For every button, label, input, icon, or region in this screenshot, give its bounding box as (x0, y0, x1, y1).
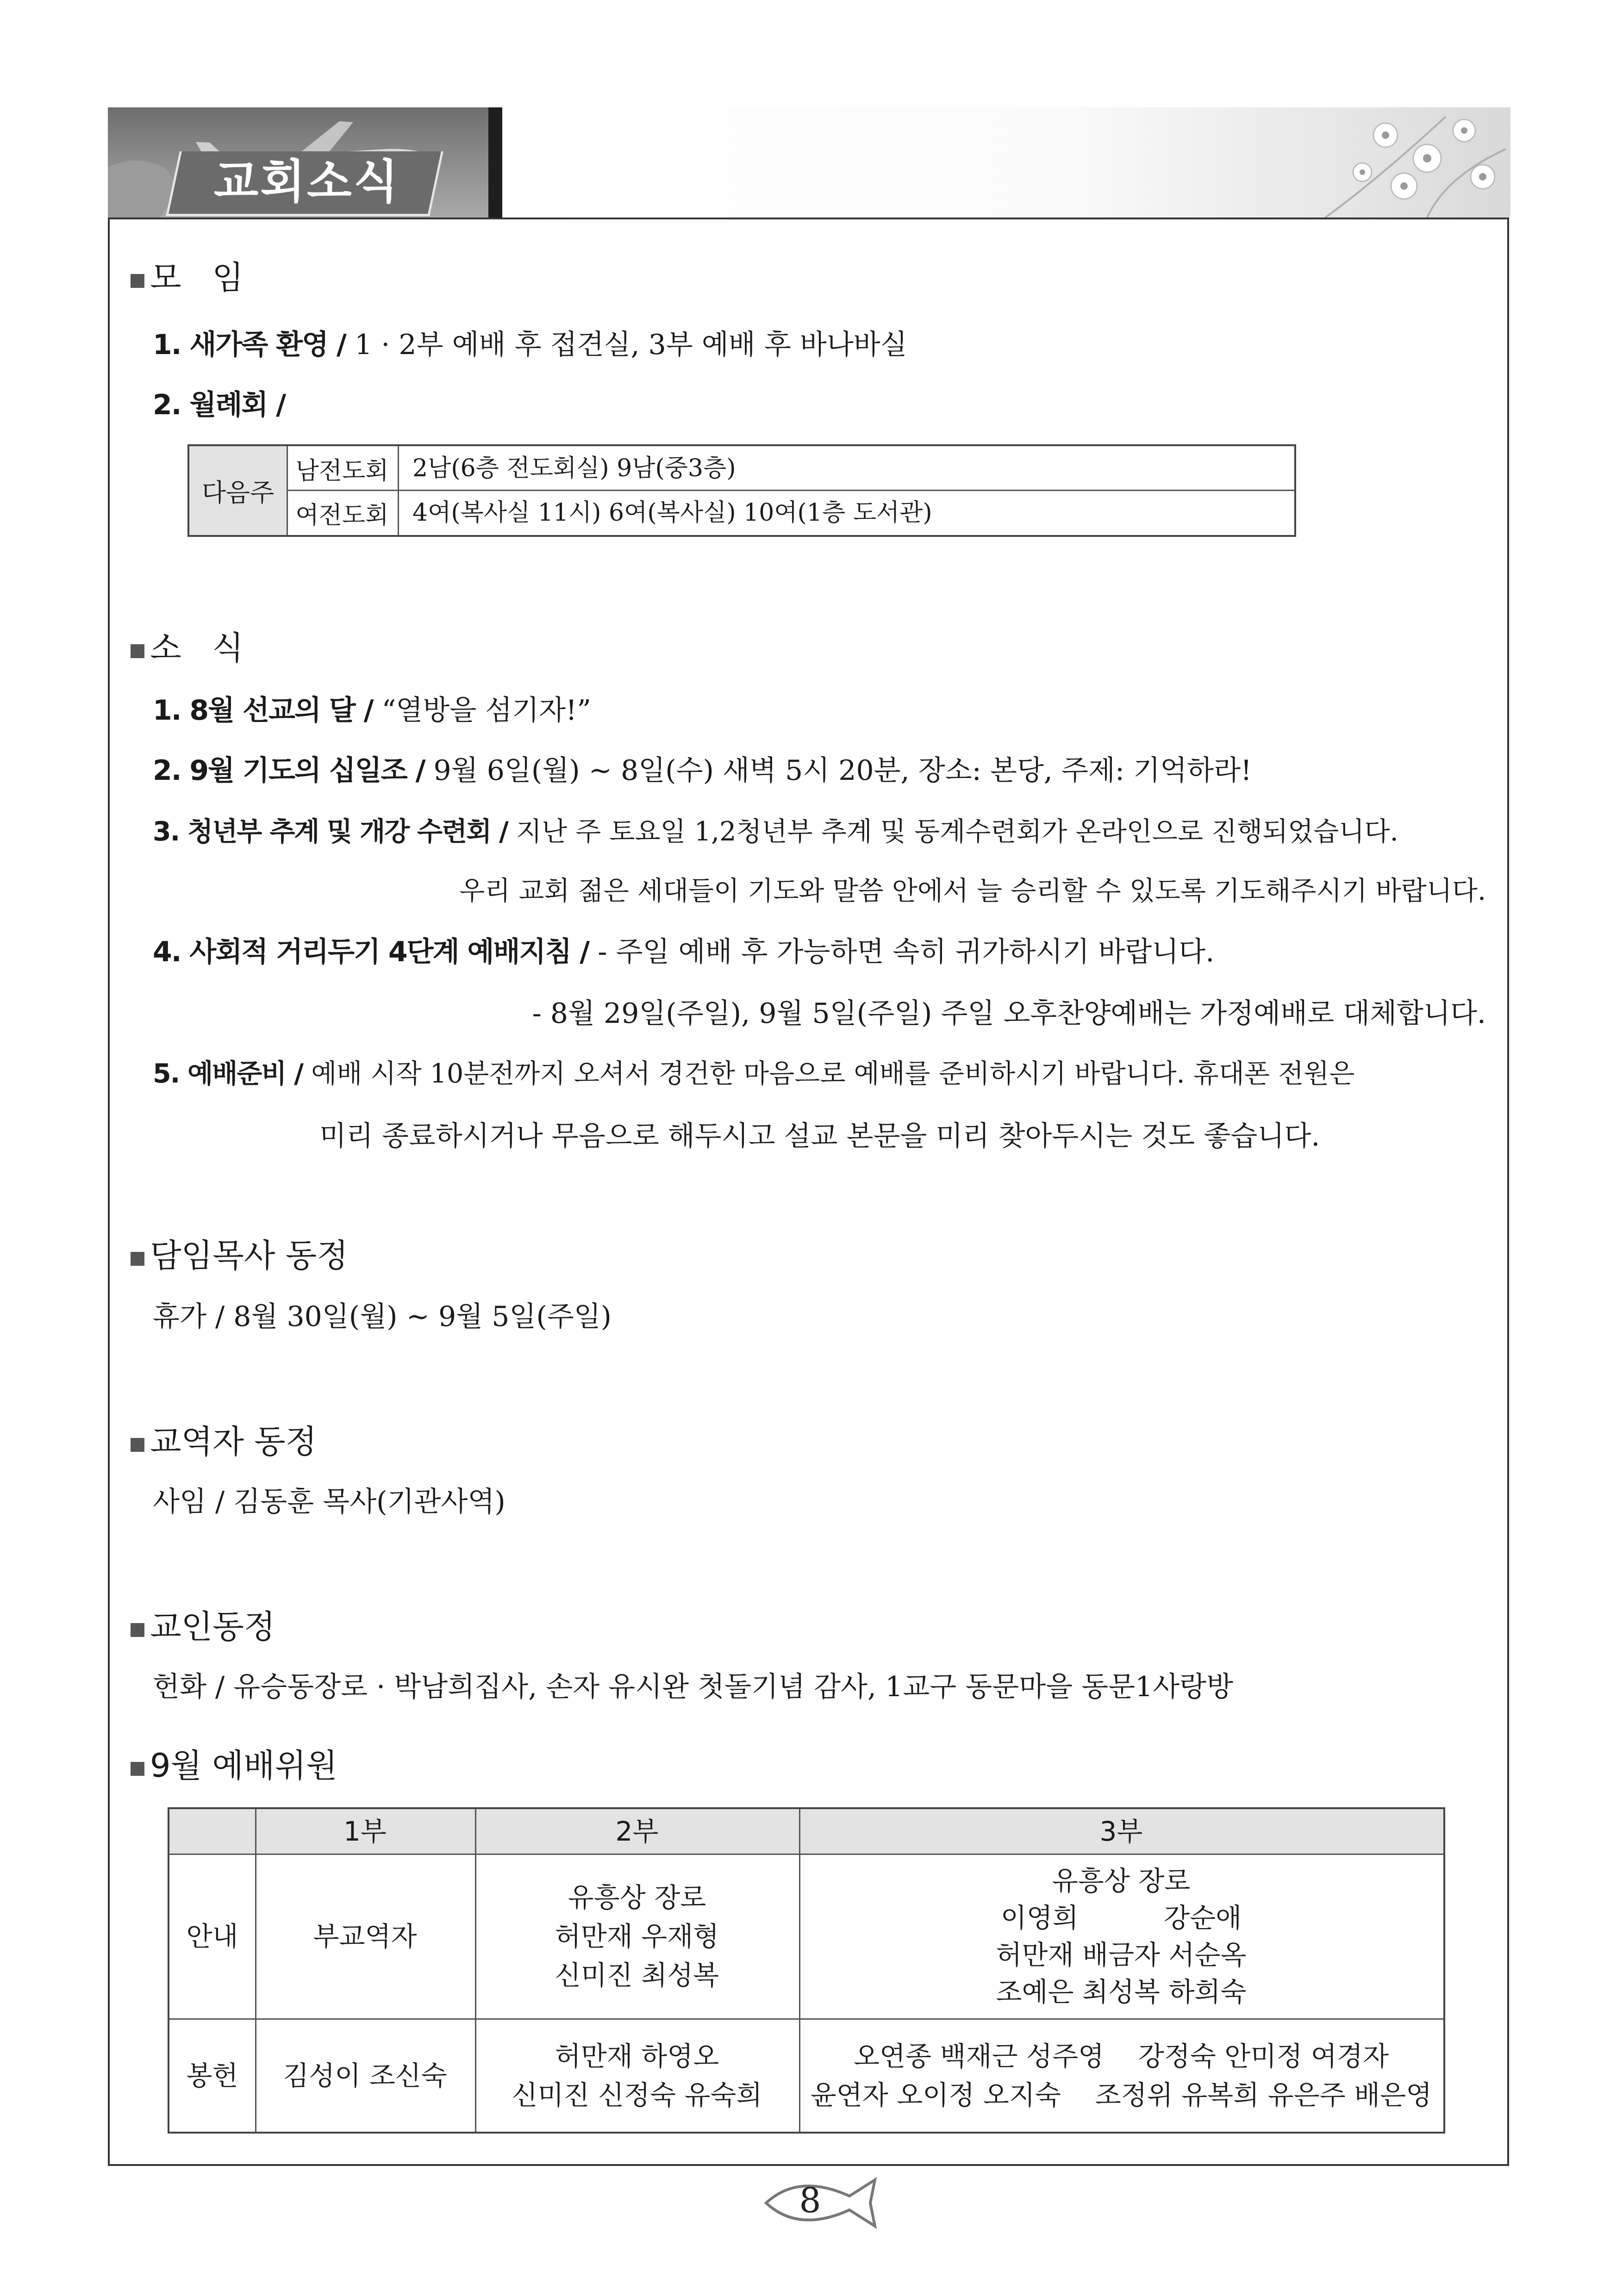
header-banner (108, 107, 1510, 218)
news-item-1: 1. 8월 선교의 달 / “열방을 섬기자!” (153, 694, 591, 727)
monthly-meeting-table (187, 444, 1296, 537)
banner-divider (488, 107, 502, 218)
news-item-4: 4. 사회적 거리두기 4단계 예배지침 / - 주일 예배 후 가능하면 속히 귀가하시기 바랍니다. (153, 936, 1215, 968)
ministers-text: 사임 / 김동훈 목사(기관사역) (153, 1486, 505, 1518)
section-title-news: 소 식 (131, 627, 243, 669)
pastor-text: 휴가 / 8월 30일(월) ~ 9월 5일(주일) (153, 1300, 612, 1333)
table-cell: 김성이 조신숙 (283, 2060, 447, 2091)
table-cell: 오연종 백재근 성주영 강정숙 안미정 여경자 윤연자 오이정 오지숙 조정위 유복희 유은주 배은영 (810, 2041, 1432, 2111)
flowers-icon (1186, 107, 1510, 218)
table-cell: 부교역자 (313, 1921, 417, 1952)
table-cell: 유흥상 장로 이영희 강순애 허만재 배금자 서순옥 조예은 최성복 하희숙 (996, 1865, 1247, 2008)
table-cell: 유흥상 장로 허만재 우재형 신미진 최성복 (555, 1882, 719, 1991)
section-title-meeting: 모 임 (131, 257, 243, 299)
table-head: 다음주 (189, 446, 288, 535)
news-item-5-cont: 미리 종료하시거나 무음으로 해두시고 설교 본문을 미리 찾아두시는 것도 좋습니다. (319, 1120, 1320, 1152)
section-title-committee: 9월 예배위원 (131, 1745, 337, 1786)
header-cell: 3부 (1099, 1816, 1143, 1847)
table-cell: 허만재 하영오 신미진 신정숙 유숙희 (512, 2041, 762, 2111)
page-title: 교회소식 (213, 155, 400, 209)
bullet-square-icon (131, 644, 144, 658)
header-cell: 2부 (615, 1816, 659, 1847)
bullet-square-icon (131, 1762, 144, 1776)
news-item-2: 2. 9월 기도의 십일조 / 9월 6일(월) ~ 8일(수) 새벽 5시 20분, 장소: 본당, 주제: 기억하라! (153, 754, 1252, 787)
table-row: 남전도회 2남(6층 전도회실) 9남(중3층) (287, 446, 1294, 491)
page-number: 8 (799, 2181, 821, 2221)
row-label: 봉헌 (186, 2060, 238, 2091)
news-item-5: 5. 예배준비 / 예배 시작 10분전까지 오셔서 경건한 마음으로 예배를 준비하시기 바랍니다. 휴대폰 전원은 (153, 1058, 1355, 1089)
row-label: 안내 (186, 1921, 238, 1952)
header-cell: 1부 (343, 1816, 387, 1847)
bullet-square-icon (131, 1252, 144, 1266)
meeting-item-2: 2. 월례회 / (153, 389, 286, 421)
section-title-pastor: 담임목사 동정 (131, 1235, 348, 1276)
news-item-3-cont: 우리 교회 젊은 세대들이 기도와 말씀 안에서 늘 승리할 수 있도록 기도해주시기 바랍니다. (459, 876, 1486, 906)
members-text: 헌화 / 유승동장로 · 박남희집사, 손자 유시완 첫돌기념 감사, 1교구 동문마을 동문1사랑방 (153, 1671, 1234, 1703)
section-title-members: 교인동정 (131, 1606, 275, 1648)
meeting-item-1: 1. 새가족 환영 / 1 · 2부 예배 후 접견실, 3부 예배 후 바나바실 (153, 329, 907, 361)
bullet-square-icon (131, 1623, 144, 1637)
table-row: 여전도회 4여(복사실 11시) 6여(복사실) 10여(1층 도서관) (287, 491, 1294, 535)
news-item-3: 3. 청년부 추계 및 개강 수련회 / 지난 주 토요일 1,2청년부 추계 및 동계수련회가 온라인으로 진행되었습니다. (153, 816, 1398, 847)
bullet-square-icon (131, 1438, 144, 1452)
news-item-4-cont: - 8월 29일(주일), 9월 5일(주일) 주일 오후찬양예배는 가정예배로 대체합니다. (532, 997, 1486, 1030)
worship-committee-table (168, 1807, 1445, 2134)
banner-decoration (502, 107, 1510, 218)
bullet-square-icon (131, 274, 144, 288)
section-title-ministers: 교역자 동정 (131, 1421, 317, 1462)
